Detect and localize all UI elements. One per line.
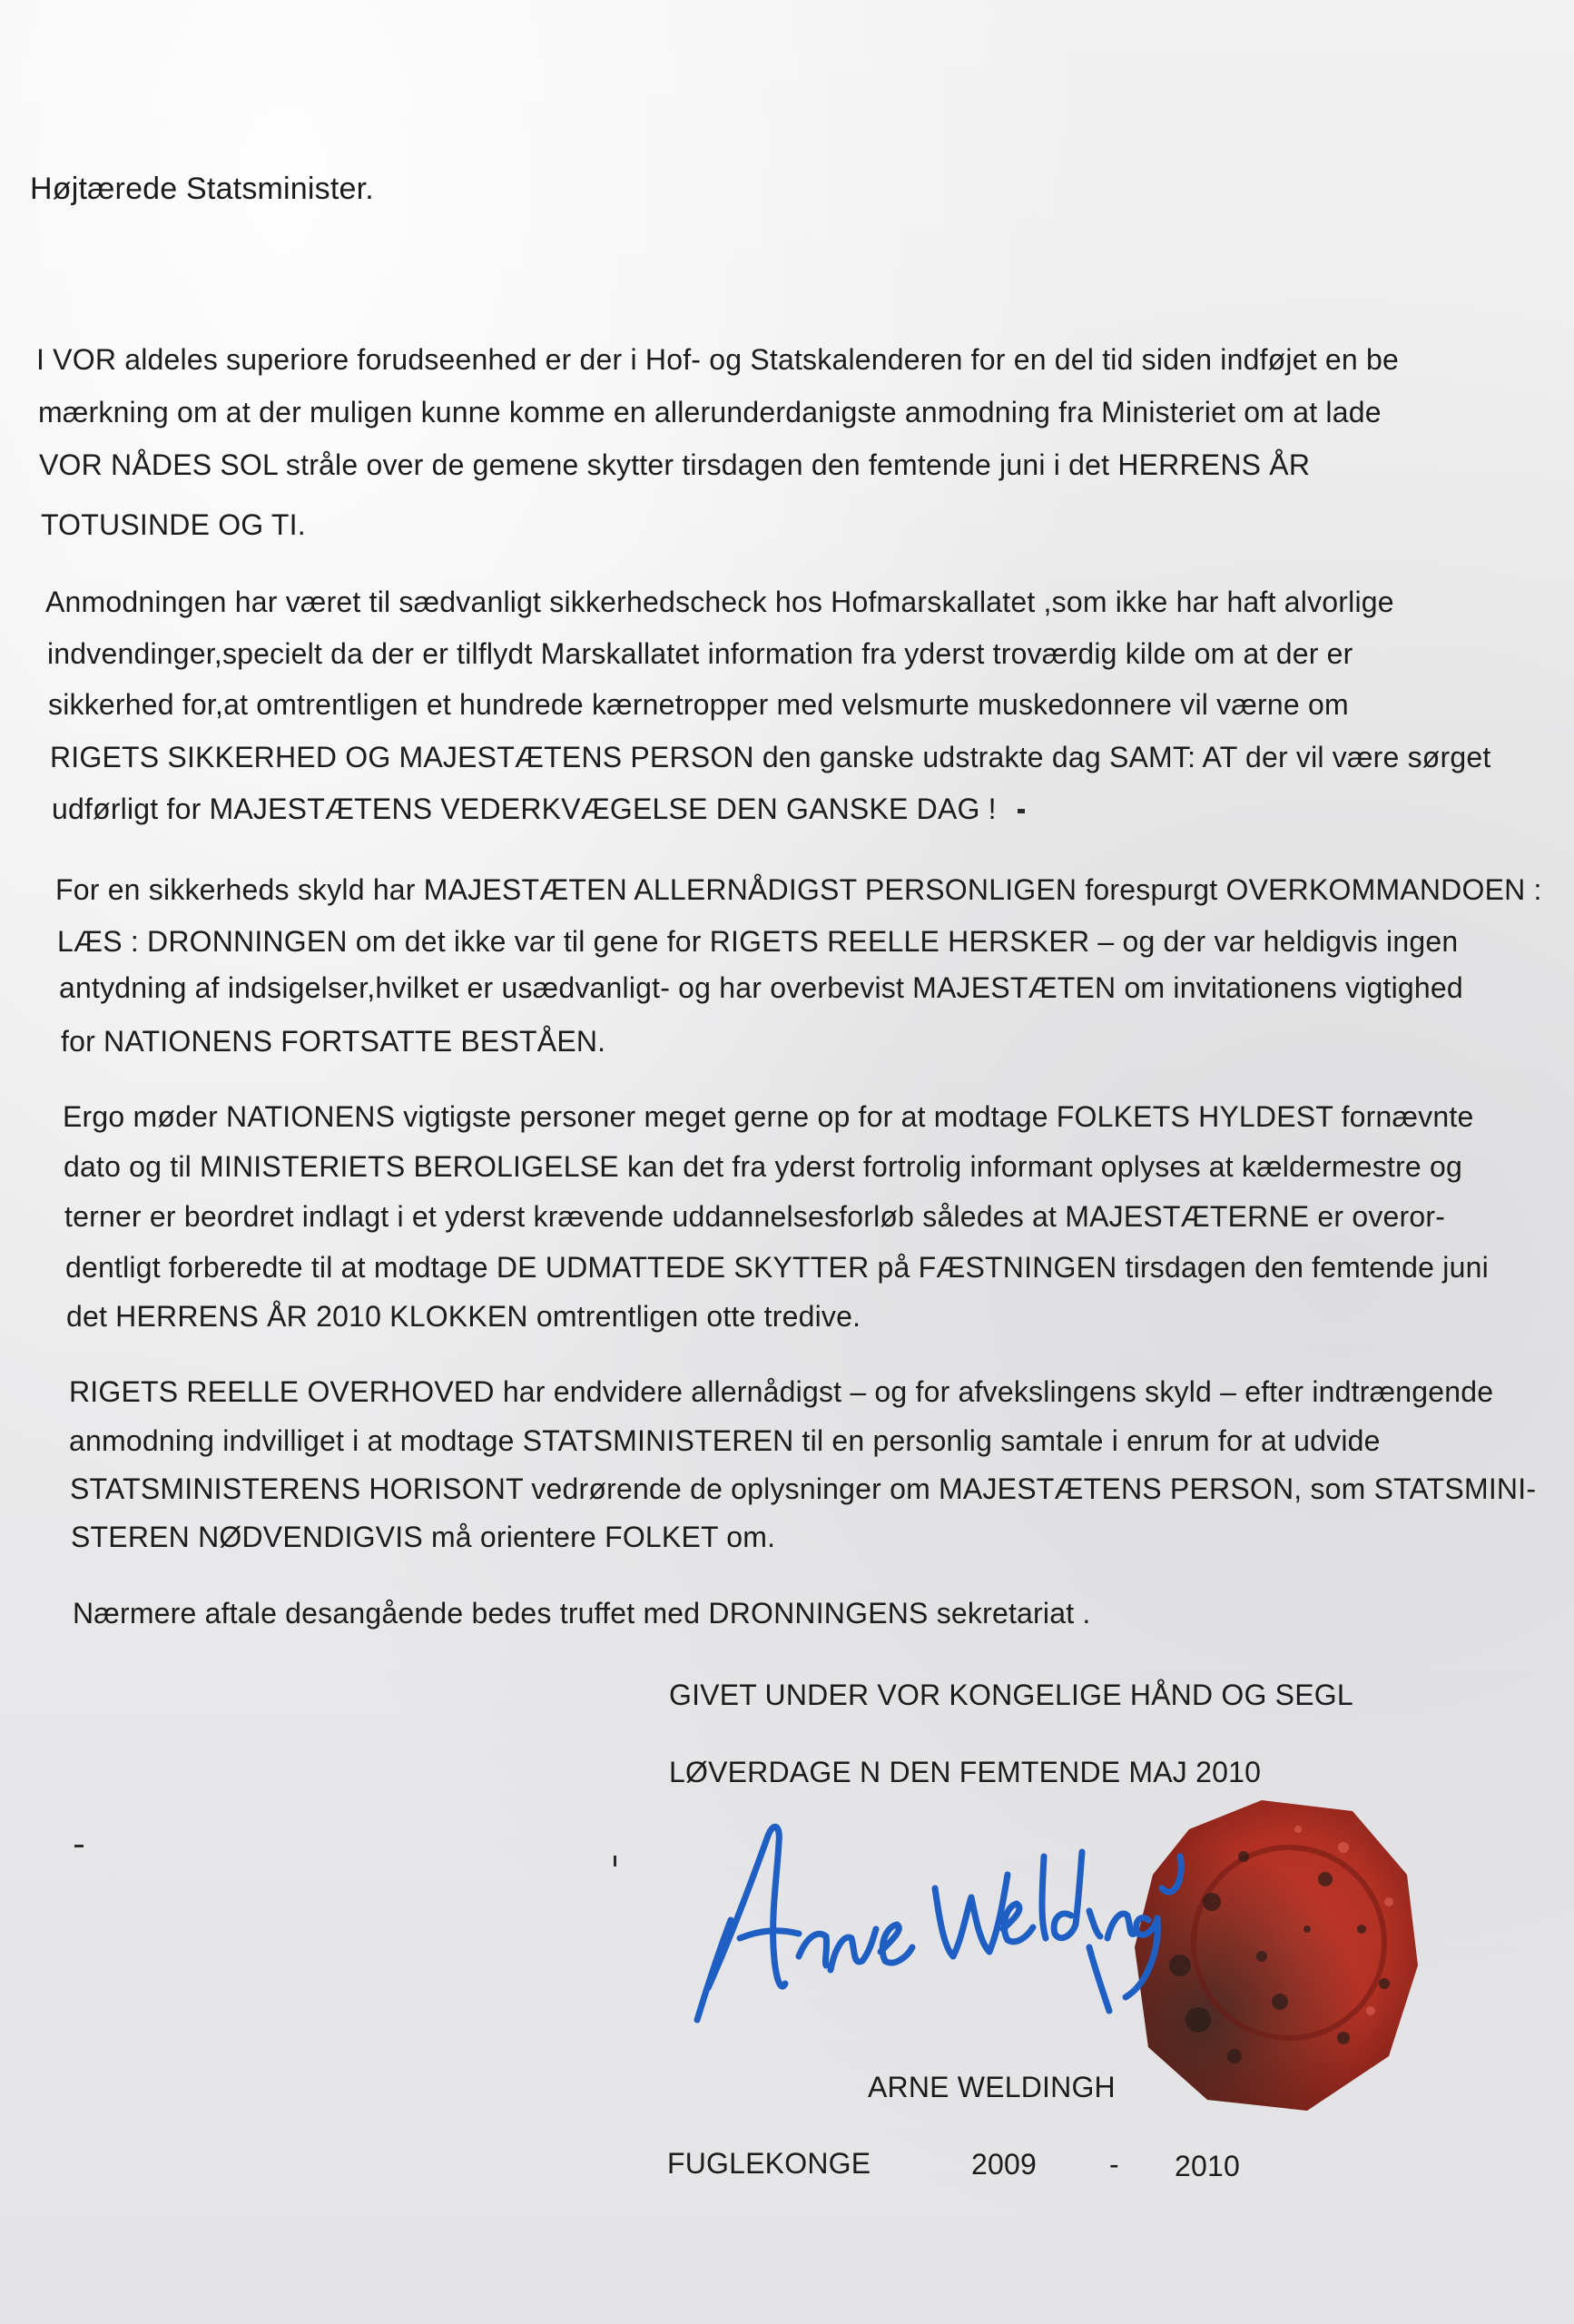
paragraph-2-line-2: indvendinger,specielt da der er tilflydt Marskallatet information fra yderst troværdig kilde om at der er <box>47 637 1353 670</box>
paragraph-5-line-1: RIGETS REELLE OVERHOVED har endvidere allernådigst – og for afvekslingens skyld – efter indtrængende <box>69 1375 1494 1408</box>
date-line: LØVERDAGE N DEN FEMTENDE MAJ 2010 <box>669 1756 1262 1788</box>
paper-speck <box>614 1856 616 1866</box>
given-under-line: GIVET UNDER VOR KONGELIGE HÅND OG SEGL <box>669 1679 1353 1711</box>
paragraph-3-line-4: for NATIONENS FORTSATTE BESTÅEN. <box>61 1025 606 1058</box>
handwritten-signature <box>690 1802 1253 2038</box>
paragraph-2-line-3: sikkerhed for,at omtrentligen et hundrede kærnetropper med velsmurte muskedonnere vil værne om <box>48 688 1349 721</box>
paragraph-4-line-2: dato og til MINISTERIETS BEROLIGELSE kan det fra yderst fortrolig informant oplyses at kældermestre og <box>64 1150 1463 1183</box>
paragraph-2-line-1: Anmodningen har været til sædvanligt sikkerhedscheck hos Hofmarskallatet ,som ikke har haft alvorlige <box>45 586 1394 618</box>
paragraph-4-line-5: det HERRENS ÅR 2010 KLOKKEN omtrentligen otte tredive. <box>66 1300 861 1333</box>
paragraph-1-line-3: VOR NÅDES SOL stråle over de gemene skytter tirsdagen den femtende juni i det HERRENS ÅR <box>39 448 1311 481</box>
paragraph-2-line-4: RIGETS SIKKERHED OG MAJESTÆTENS PERSON den ganske udstrakte dag SAMT: AT der vil være sørget <box>50 741 1491 773</box>
paragraph-5-line-3: STATSMINISTERENS HORISONT vedrørende de oplysninger om MAJESTÆTENS PERSON, som STATSMINI- <box>70 1472 1537 1505</box>
paragraph-1-line-2: mærkning om at der muligen kunne komme en allerunderdanigste anmodning fra Ministeriet om at lade <box>38 396 1382 428</box>
paragraph-1-line-4: TOTUSINDE OG TI. <box>41 508 306 541</box>
paragraph-5-line-4: STEREN NØDVENDIGVIS må orientere FOLKET om. <box>71 1521 776 1553</box>
paragraph-3-line-3: antydning af indsigelser,hvilket er usædvanligt- og har overbevist MAJESTÆTEN om invitationens vigtighed <box>59 971 1463 1004</box>
paragraph-6-line-1: Nærmere aftale desangående bedes truffet med DRONNINGENS sekretariat . <box>73 1597 1091 1630</box>
paper-speck <box>74 1845 84 1847</box>
paragraph-2-line-5: udførligt for MAJESTÆTENS VEDERKVÆGELSE DEN GANSKE DAG ! <box>52 793 997 825</box>
year-dash: - <box>1109 2148 1119 2181</box>
signer-title: FUGLEKONGE <box>667 2147 871 2180</box>
paper-speck <box>1018 809 1025 813</box>
paragraph-3-line-1: For en sikkerheds skyld har MAJESTÆTEN ALLERNÅDIGST PERSONLIGEN forespurgt OVERKOMMANDOEN : <box>55 873 1542 906</box>
paragraph-4-line-1: Ergo møder NATIONENS vigtigste personer meget gerne op for at modtage FOLKETS HYLDEST fornævnte <box>63 1100 1474 1133</box>
printed-name: ARNE WELDINGH <box>868 2071 1116 2103</box>
paragraph-3-line-2: LÆS : DRONNINGEN om det ikke var til gene for RIGETS REELLE HERSKER – og der var heldigvis ingen <box>57 925 1459 958</box>
greeting: Højtærede Statsminister. <box>30 172 374 206</box>
paragraph-4-line-3: terner er beordret indlagt i et yderst krævende uddannelsesforløb således at MAJESTÆTERNE er overor- <box>64 1200 1446 1233</box>
paragraph-1-line-1: I VOR aldeles superiore forudseenhed er der i Hof- og Statskalenderen for en del tid siden indføjet en be <box>36 343 1399 376</box>
paragraph-5-line-2: anmodning indvilliget i at modtage STATSMINISTEREN til en personlig samtale i enrum for at udvide <box>69 1424 1381 1457</box>
year-from: 2009 <box>971 2148 1037 2181</box>
paragraph-4-line-4: dentligt forberedte til at modtage DE UDMATTEDE SKYTTER på FÆSTNINGEN tirsdagen den femtende juni <box>65 1251 1489 1284</box>
year-to: 2010 <box>1175 2150 1240 2182</box>
